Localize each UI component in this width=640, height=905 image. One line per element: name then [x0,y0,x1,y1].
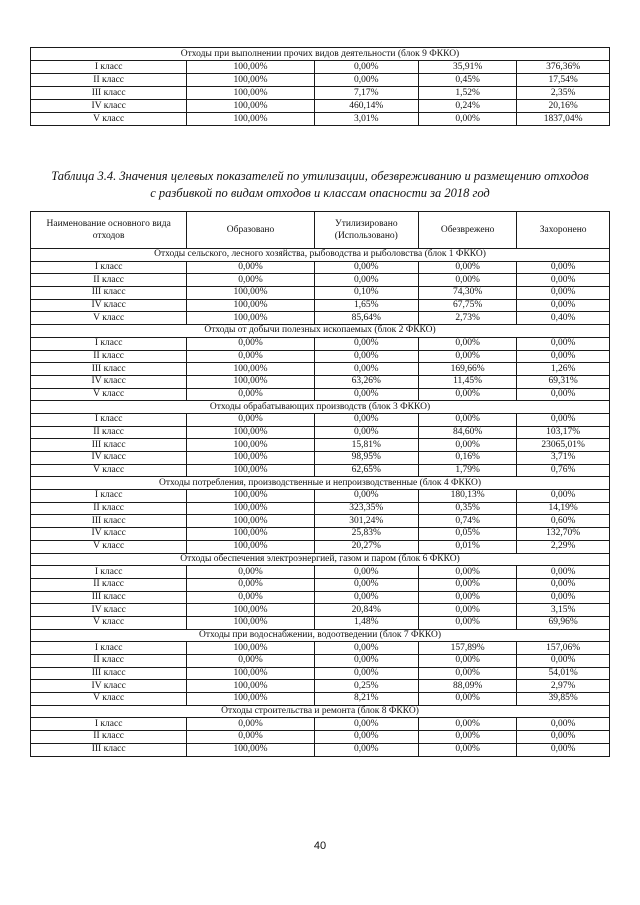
neutralized-cell: 84,60% [418,426,516,439]
neutralized-cell: 0,00% [418,566,516,579]
table-row [31,616,610,629]
buried-cell: 0,00% [517,388,610,401]
hazard-class-cell: V класс [31,464,187,477]
table-row [31,578,610,591]
hazard-class-cell: IV класс [31,100,187,113]
buried-cell: 54,01% [517,667,610,680]
group-header-row [31,629,610,642]
header-name: Наименование основного вида отходов [31,212,187,249]
buried-cell: 2,97% [517,680,610,693]
utilized-cell: 460,14% [314,100,418,113]
hazard-class-cell: I класс [31,718,187,731]
formed-cell: 100,00% [187,426,314,439]
neutralized-cell: 1,79% [418,464,516,477]
table-row [31,540,610,553]
table-row [31,528,610,541]
utilized-cell: 85,64% [314,312,418,325]
hazard-class-cell: IV класс [31,680,187,693]
hazard-class-cell: III класс [31,363,187,376]
neutralized-cell: 0,00% [418,731,516,744]
hazard-class-cell: II класс [31,426,187,439]
hazard-class-cell: IV класс [31,299,187,312]
buried-cell: 0,00% [517,413,610,426]
buried-cell: 0,00% [517,490,610,503]
group-title: Отходы сельского, лесного хозяйства, рыбоводства и рыболовства (блок 1 ФККО) [31,249,610,262]
group-title: Отходы от добычи полезных ископаемых (блок 2 ФККО) [31,325,610,338]
table-row [31,375,610,388]
utilized-cell: 1,48% [314,616,418,629]
group-header-row [31,477,610,490]
utilized-cell: 0,00% [314,578,418,591]
table-row [31,87,610,100]
formed-cell: 0,00% [187,578,314,591]
table-row [31,337,610,350]
buried-cell: 2,35% [517,87,610,100]
table-row [31,113,610,126]
formed-cell: 100,00% [187,312,314,325]
buried-cell: 1837,04% [517,113,610,126]
utilized-cell: 0,00% [314,61,418,74]
main-table [30,211,610,757]
group-title: Отходы обрабатывающих производств (блок 3 ФККО) [31,401,610,414]
group-title: Отходы потребления, производственные и непроизводственные (блок 4 ФККО) [31,477,610,490]
group-title: Отходы при водоснабжении, водоотведении (блок 7 ФККО) [31,629,610,642]
header-row [31,212,610,249]
table-row [31,261,610,274]
table-row [31,642,610,655]
utilized-cell: 0,00% [314,274,418,287]
formed-cell: 100,00% [187,515,314,528]
hazard-class-cell: II класс [31,578,187,591]
formed-cell: 100,00% [187,363,314,376]
table-row [31,743,610,756]
formed-cell: 100,00% [187,61,314,74]
utilized-cell: 63,26% [314,375,418,388]
table-row [31,274,610,287]
formed-cell: 100,00% [187,540,314,553]
neutralized-cell: 0,00% [418,261,516,274]
hazard-class-cell: V класс [31,388,187,401]
neutralized-cell: 0,16% [418,452,516,465]
table-row [31,61,610,74]
neutralized-cell: 0,00% [418,718,516,731]
utilized-cell: 0,00% [314,363,418,376]
neutralized-cell: 0,00% [418,274,516,287]
utilized-cell: 0,10% [314,287,418,300]
hazard-class-cell: V класс [31,693,187,706]
neutralized-cell: 0,00% [418,413,516,426]
neutralized-cell: 0,00% [418,388,516,401]
buried-cell: 0,00% [517,261,610,274]
neutralized-cell: 0,35% [418,502,516,515]
table-row [31,515,610,528]
neutralized-cell: 0,00% [418,693,516,706]
neutralized-cell: 157,89% [418,642,516,655]
table-row [31,350,610,363]
neutralized-cell: 11,45% [418,375,516,388]
hazard-class-cell: III класс [31,667,187,680]
utilized-cell: 15,81% [314,439,418,452]
buried-cell: 0,00% [517,731,610,744]
header-utilized: Утилизировано (Использовано) [314,212,418,249]
buried-cell: 20,16% [517,100,610,113]
buried-cell: 0,00% [517,655,610,668]
utilized-cell: 25,83% [314,528,418,541]
header-buried: Захоронено [517,212,610,249]
utilized-cell: 0,00% [314,74,418,87]
table-row [31,299,610,312]
utilized-cell: 301,24% [314,515,418,528]
table-row [31,100,610,113]
buried-cell: 103,17% [517,426,610,439]
formed-cell: 100,00% [187,100,314,113]
utilized-cell: 1,65% [314,299,418,312]
buried-cell: 0,00% [517,337,610,350]
utilized-cell: 0,00% [314,388,418,401]
group-header-row [31,325,610,338]
buried-cell: 3,15% [517,604,610,617]
hazard-class-cell: IV класс [31,528,187,541]
table-row [31,591,610,604]
buried-cell: 0,40% [517,312,610,325]
buried-cell: 132,70% [517,528,610,541]
formed-cell: 0,00% [187,655,314,668]
neutralized-cell: 0,00% [418,667,516,680]
hazard-class-cell: III класс [31,439,187,452]
buried-cell: 14,19% [517,502,610,515]
formed-cell: 0,00% [187,261,314,274]
formed-cell: 0,00% [187,274,314,287]
hazard-class-cell: I класс [31,261,187,274]
neutralized-cell: 0,01% [418,540,516,553]
utilized-cell: 0,00% [314,655,418,668]
table-row [31,388,610,401]
formed-cell: 100,00% [187,693,314,706]
group-header-row [31,48,610,61]
utilized-cell: 3,01% [314,113,418,126]
formed-cell: 100,00% [187,299,314,312]
utilized-cell: 0,00% [314,731,418,744]
group-header-row [31,401,610,414]
top-table-body [31,48,610,126]
buried-cell: 376,36% [517,61,610,74]
formed-cell: 100,00% [187,604,314,617]
formed-cell: 100,00% [187,616,314,629]
utilized-cell: 0,00% [314,350,418,363]
table-row [31,287,610,300]
hazard-class-cell: V класс [31,540,187,553]
buried-cell: 3,71% [517,452,610,465]
hazard-class-cell: V класс [31,312,187,325]
utilized-cell: 7,17% [314,87,418,100]
neutralized-cell: 0,00% [418,113,516,126]
formed-cell: 0,00% [187,388,314,401]
table-row [31,655,610,668]
main-table-header [31,212,610,249]
table-row [31,680,610,693]
buried-cell: 69,31% [517,375,610,388]
group-title: Отходы при выполнении прочих видов деятельности (блок 9 ФККО) [31,48,610,61]
main-table-body [31,249,610,757]
header-neutralized: Обезврежено [418,212,516,249]
hazard-class-cell: II класс [31,731,187,744]
utilized-cell: 0,00% [314,337,418,350]
table-row [31,426,610,439]
neutralized-cell: 67,75% [418,299,516,312]
buried-cell: 0,00% [517,350,610,363]
formed-cell: 0,00% [187,566,314,579]
table-row [31,464,610,477]
buried-cell: 39,85% [517,693,610,706]
neutralized-cell: 0,00% [418,655,516,668]
table-row [31,731,610,744]
utilized-cell: 0,00% [314,426,418,439]
hazard-class-cell: I класс [31,490,187,503]
buried-cell: 23065,01% [517,439,610,452]
neutralized-cell: 35,91% [418,61,516,74]
neutralized-cell: 0,24% [418,100,516,113]
utilized-cell: 8,21% [314,693,418,706]
hazard-class-cell: II класс [31,655,187,668]
table-row [31,604,610,617]
hazard-class-cell: II класс [31,350,187,363]
hazard-class-cell: III класс [31,287,187,300]
utilized-cell: 62,65% [314,464,418,477]
hazard-class-cell: II класс [31,502,187,515]
buried-cell: 0,76% [517,464,610,477]
buried-cell: 157,06% [517,642,610,655]
hazard-class-cell: III класс [31,743,187,756]
table-caption [30,168,610,202]
buried-cell: 0,00% [517,743,610,756]
neutralized-cell: 0,05% [418,528,516,541]
hazard-class-cell: II класс [31,74,187,87]
table-row [31,502,610,515]
buried-cell: 17,54% [517,74,610,87]
formed-cell: 0,00% [187,337,314,350]
formed-cell: 0,00% [187,591,314,604]
hazard-class-cell: V класс [31,113,187,126]
hazard-class-cell: II класс [31,274,187,287]
formed-cell: 100,00% [187,642,314,655]
neutralized-cell: 169,66% [418,363,516,376]
neutralized-cell: 0,00% [418,591,516,604]
formed-cell: 100,00% [187,743,314,756]
formed-cell: 100,00% [187,113,314,126]
buried-cell: 1,26% [517,363,610,376]
hazard-class-cell: III класс [31,87,187,100]
neutralized-cell: 1,52% [418,87,516,100]
formed-cell: 100,00% [187,680,314,693]
utilized-cell: 98,95% [314,452,418,465]
group-header-row [31,249,610,262]
utilized-cell: 0,00% [314,743,418,756]
buried-cell: 0,00% [517,566,610,579]
buried-cell: 0,60% [517,515,610,528]
hazard-class-cell: I класс [31,642,187,655]
hazard-class-cell: IV класс [31,604,187,617]
table-row [31,363,610,376]
formed-cell: 100,00% [187,490,314,503]
buried-cell: 0,00% [517,274,610,287]
buried-cell: 2,29% [517,540,610,553]
utilized-cell: 0,00% [314,261,418,274]
utilized-cell: 0,00% [314,718,418,731]
table-row [31,667,610,680]
formed-cell: 100,00% [187,502,314,515]
buried-cell: 0,00% [517,591,610,604]
formed-cell: 0,00% [187,413,314,426]
formed-cell: 100,00% [187,74,314,87]
table-row [31,718,610,731]
neutralized-cell: 0,00% [418,578,516,591]
formed-cell: 100,00% [187,464,314,477]
neutralized-cell: 0,00% [418,616,516,629]
hazard-class-cell: I класс [31,413,187,426]
table-row [31,413,610,426]
top-table [30,47,610,126]
neutralized-cell: 0,00% [418,743,516,756]
table-row [31,490,610,503]
hazard-class-cell: I класс [31,566,187,579]
hazard-class-cell: III класс [31,591,187,604]
buried-cell: 69,96% [517,616,610,629]
formed-cell: 100,00% [187,439,314,452]
caption-line-2: с разбивкой по видам отходов и классам опасности за 2018 год [150,186,490,200]
utilized-cell: 0,00% [314,566,418,579]
table-row [31,439,610,452]
table-row [31,312,610,325]
utilized-cell: 323,35% [314,502,418,515]
buried-cell: 0,00% [517,299,610,312]
group-header-row [31,553,610,566]
utilized-cell: 0,00% [314,413,418,426]
formed-cell: 100,00% [187,375,314,388]
group-header-row [31,705,610,718]
formed-cell: 100,00% [187,287,314,300]
neutralized-cell: 74,30% [418,287,516,300]
table-row [31,74,610,87]
hazard-class-cell: I класс [31,337,187,350]
neutralized-cell: 0,45% [418,74,516,87]
header-formed: Образовано [187,212,314,249]
buried-cell: 0,00% [517,578,610,591]
utilized-cell: 0,25% [314,680,418,693]
utilized-cell: 0,00% [314,490,418,503]
utilized-cell: 0,00% [314,667,418,680]
buried-cell: 0,00% [517,718,610,731]
group-title: Отходы строительства и ремонта (блок 8 ФККО) [31,705,610,718]
hazard-class-cell: V класс [31,616,187,629]
buried-cell: 0,00% [517,287,610,300]
formed-cell: 100,00% [187,528,314,541]
neutralized-cell: 0,00% [418,439,516,452]
utilized-cell: 20,84% [314,604,418,617]
hazard-class-cell: I класс [31,61,187,74]
neutralized-cell: 2,73% [418,312,516,325]
formed-cell: 100,00% [187,87,314,100]
neutralized-cell: 0,00% [418,350,516,363]
table-row [31,452,610,465]
neutralized-cell: 88,09% [418,680,516,693]
formed-cell: 0,00% [187,718,314,731]
table-row [31,566,610,579]
caption-line-1: Таблица 3.4. Значения целевых показателей по утилизации, обезвреживанию и размещению отходов [51,169,589,183]
utilized-cell: 0,00% [314,591,418,604]
formed-cell: 0,00% [187,350,314,363]
hazard-class-cell: IV класс [31,452,187,465]
neutralized-cell: 0,74% [418,515,516,528]
table-row [31,693,610,706]
formed-cell: 100,00% [187,667,314,680]
neutralized-cell: 0,00% [418,337,516,350]
neutralized-cell: 180,13% [418,490,516,503]
utilized-cell: 20,27% [314,540,418,553]
hazard-class-cell: III класс [31,515,187,528]
formed-cell: 100,00% [187,452,314,465]
hazard-class-cell: IV класс [31,375,187,388]
neutralized-cell: 0,00% [418,604,516,617]
utilized-cell: 0,00% [314,642,418,655]
page-number: 40 [313,840,327,852]
group-title: Отходы обеспечения электроэнергией, газом и паром (блок 6 ФККО) [31,553,610,566]
formed-cell: 0,00% [187,731,314,744]
